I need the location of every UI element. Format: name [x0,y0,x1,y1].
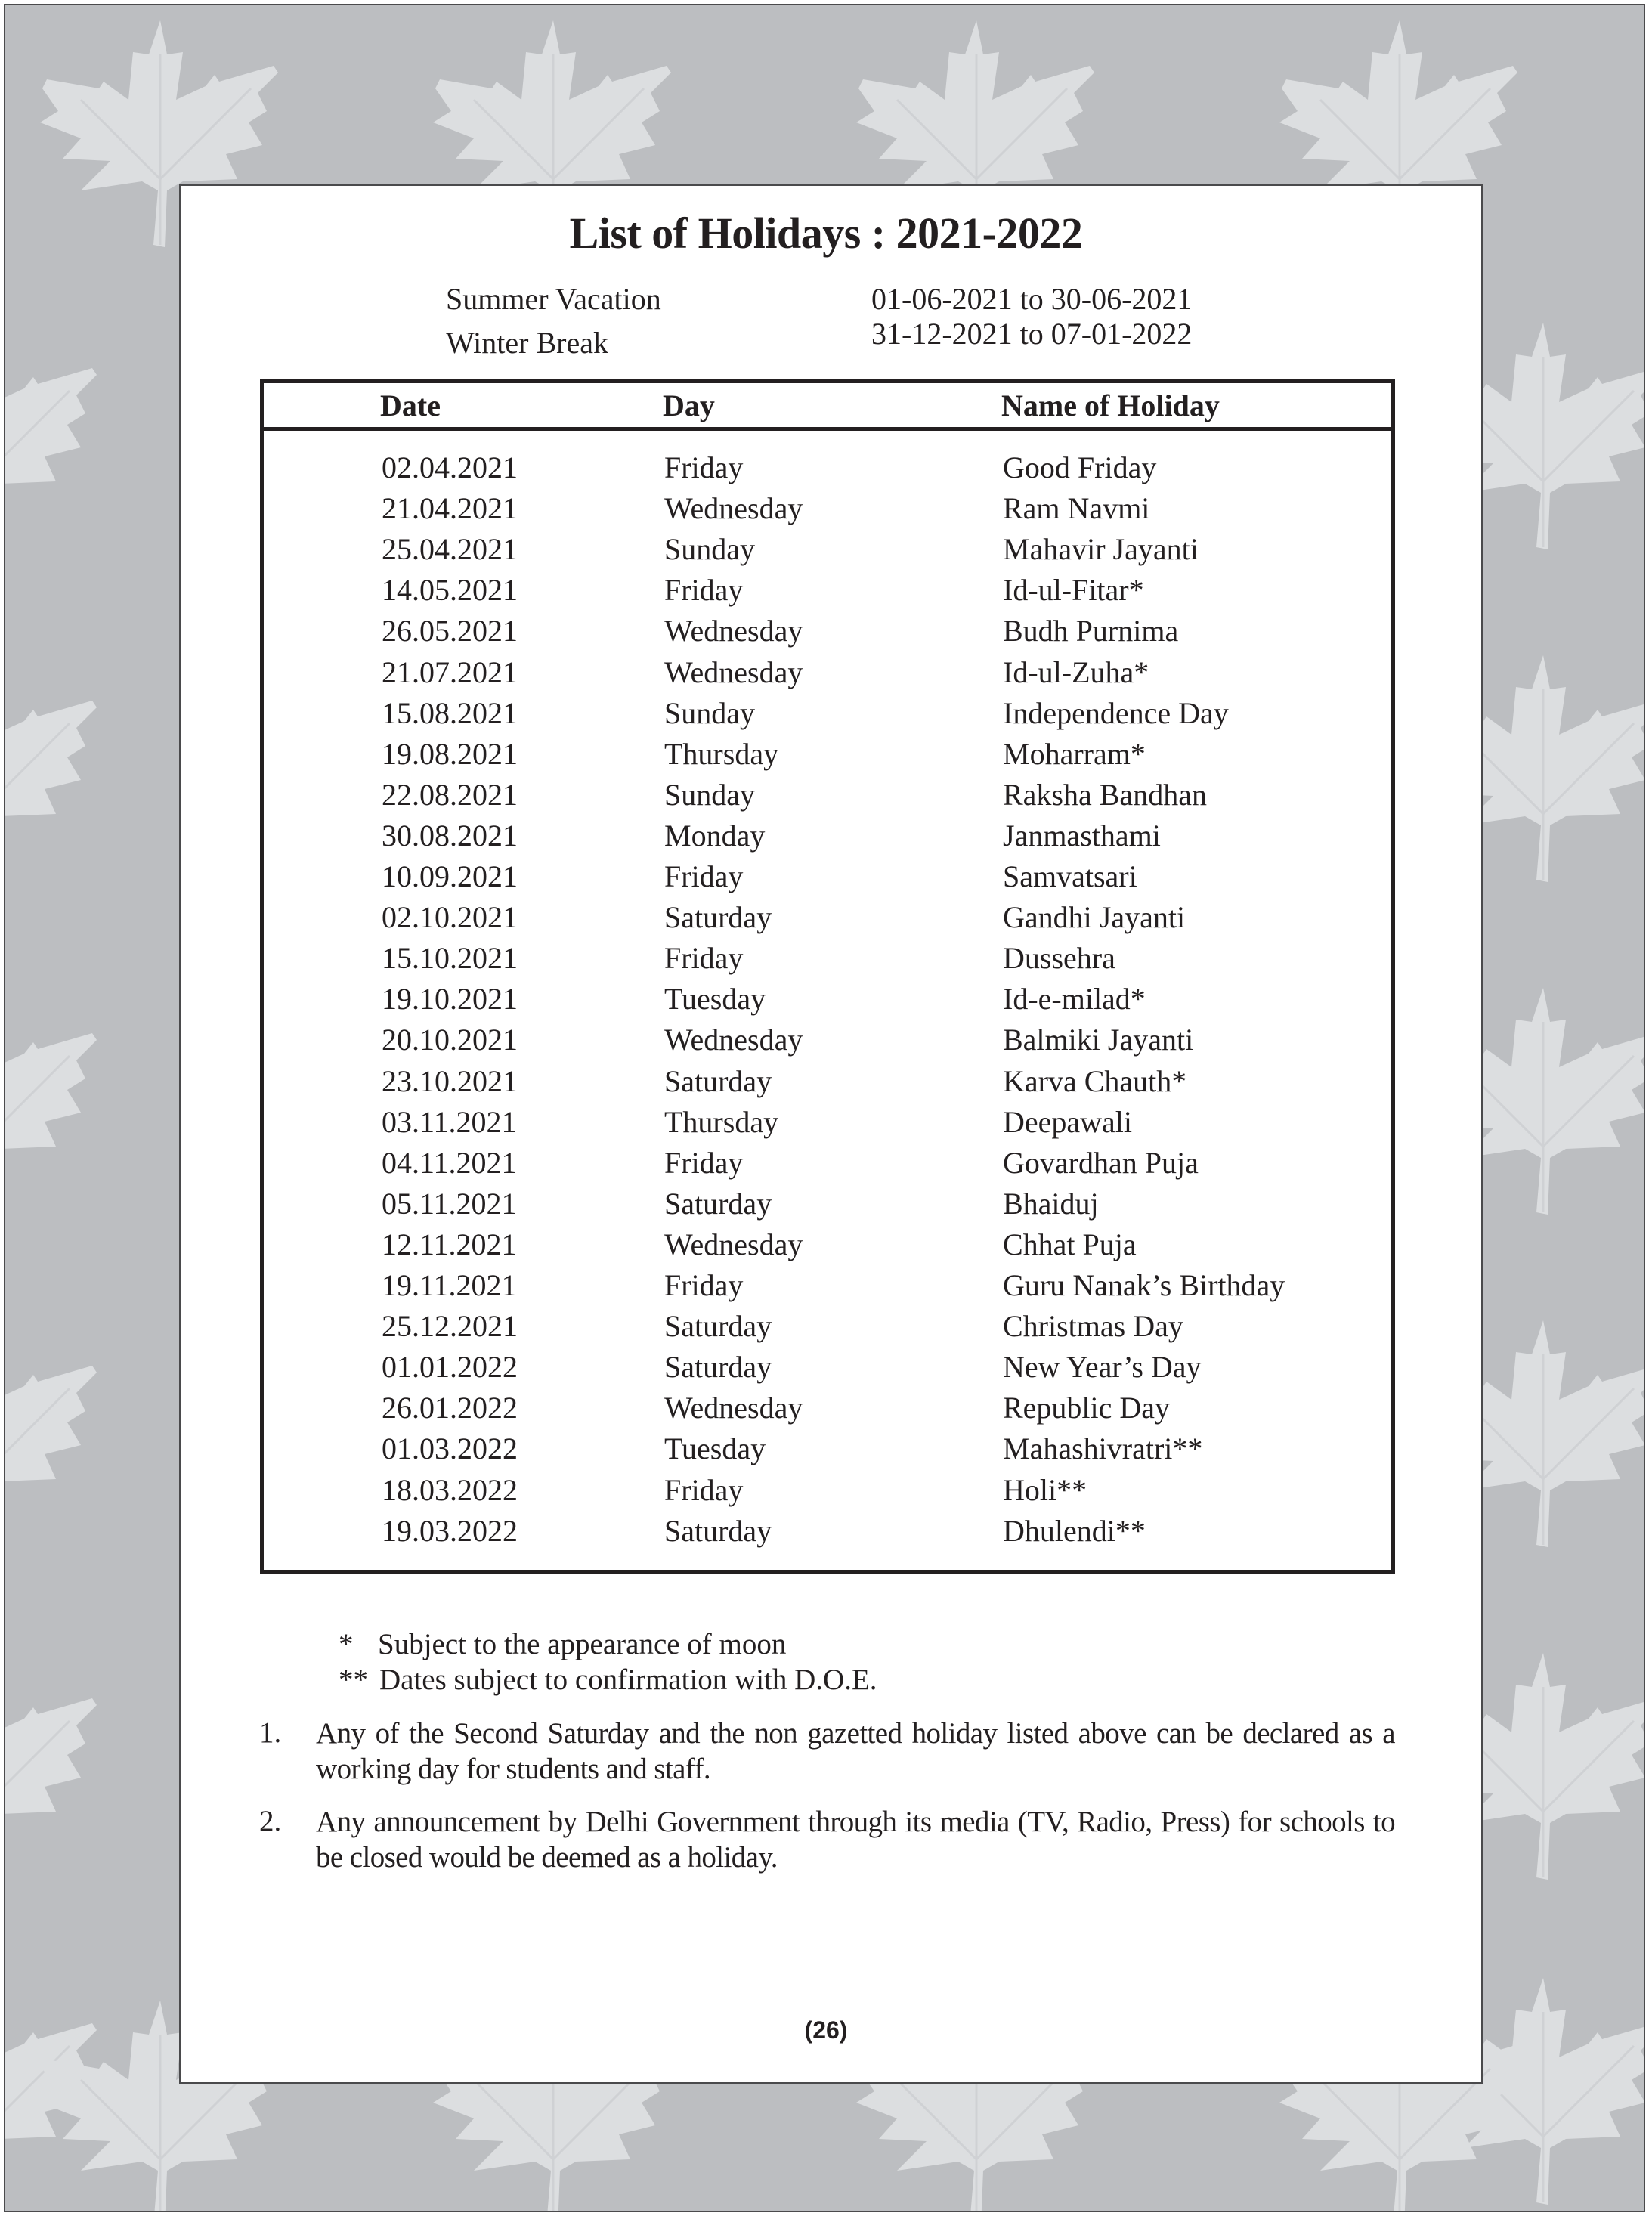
cell-name: Id-ul-Zuha* [1003,655,1149,689]
table-row [264,1347,1391,1388]
holiday-table [260,379,1395,1574]
cell-day: Sunday [664,695,755,730]
cell-date: 05.11.2021 [382,1186,517,1221]
cell-date: 03.11.2021 [382,1104,517,1139]
table-row [264,1428,1391,1469]
maple-leaf-icon [4,1320,104,1547]
table-row [264,1184,1391,1224]
cell-date: 26.01.2022 [382,1391,518,1425]
cell-date: 01.01.2022 [382,1350,518,1385]
cell-date: 02.04.2021 [382,450,518,484]
table-row [264,1470,1391,1511]
table-row [264,897,1391,938]
cell-date: 19.11.2021 [382,1268,517,1302]
cell-name: Samvatsari [1003,859,1137,893]
summer-vacation-range: 01-06-2021 to 30-06-2021 [871,282,1193,316]
cell-date: 21.04.2021 [382,491,518,526]
table-row [264,488,1391,529]
cell-day: Thursday [664,736,779,771]
table-row [264,1265,1391,1306]
maple-leaf-icon [4,655,104,882]
cell-day: Wednesday [664,614,803,648]
cell-name: Good Friday [1003,450,1157,484]
footnote-text-double: Dates subject to confirmation with D.O.E. [379,1663,877,1696]
table-row [264,734,1391,775]
cell-name: Janmasthami [1003,818,1161,853]
cell-date: 12.11.2021 [382,1227,517,1261]
cell-day: Saturday [664,1350,772,1385]
cell-name: Guru Nanak’s Birthday [1003,1268,1285,1302]
maple-leaf-icon [4,323,104,549]
note-2-number: 2. [259,1805,282,1837]
cell-day: Sunday [664,777,755,812]
cell-date: 14.05.2021 [382,573,518,608]
note-2-text: Any announcement by Delhi Government through its media (TV, Radio, Press) for schools to be closed would be deemed as a holiday. [316,1806,1395,1874]
cell-name: Independence Day [1003,695,1229,730]
cell-name: Govardhan Puja [1003,1145,1199,1180]
cell-name: Raksha Bandhan [1003,777,1207,812]
page-title: List of Holidays : 2021-2022 [569,209,1083,258]
cell-date: 10.09.2021 [382,859,518,893]
cell-name: Dhulendi** [1003,1513,1146,1548]
cell-name: Id-ul-Fitar* [1003,573,1144,608]
cell-day: Friday [664,573,744,608]
cell-name: New Year’s Day [1003,1350,1202,1385]
footnote-text-single: Subject to the appearance of moon [378,1628,787,1660]
cell-day: Friday [664,941,744,976]
cell-date: 20.10.2021 [382,1023,518,1057]
cell-date: 25.12.2021 [382,1309,518,1344]
table-row [264,775,1391,815]
cell-name: Mahavir Jayanti [1003,532,1199,567]
cell-day: Friday [664,1472,744,1507]
maple-leaf-icon [4,988,104,1215]
table-row [264,856,1391,897]
cell-name: Deepawali [1003,1104,1133,1139]
cell-date: 04.11.2021 [382,1145,517,1180]
cell-day: Wednesday [664,1227,803,1261]
cell-name: Id-e-milad* [1003,982,1146,1017]
cell-date: 01.03.2022 [382,1431,518,1466]
cell-day: Thursday [664,1104,779,1139]
table-row [264,815,1391,856]
cell-day: Friday [664,1268,744,1302]
cell-name: Moharram* [1003,736,1146,771]
cell-name: Chhat Puja [1003,1227,1137,1261]
table-row [264,1143,1391,1184]
cell-day: Wednesday [664,491,803,526]
cell-date: 30.08.2021 [382,818,518,853]
cell-name: Mahashivratri** [1003,1431,1203,1466]
cell-date: 25.04.2021 [382,532,518,567]
table-row [264,447,1391,488]
table-row [264,1306,1391,1347]
cell-day: Saturday [664,900,772,935]
cell-day: Wednesday [664,655,803,689]
table-row [264,979,1391,1020]
note-1-number: 1. [259,1716,282,1749]
table-row [264,611,1391,651]
cell-date: 23.10.2021 [382,1063,518,1098]
table-header [264,383,1391,431]
maple-leaf-icon [4,1653,104,1880]
cell-name: Ram Navmi [1003,491,1150,526]
cell-name: Holi** [1003,1472,1087,1507]
footnote-mark-single: * [339,1628,354,1660]
cell-day: Sunday [664,532,755,567]
cell-day: Tuesday [664,982,766,1017]
table-row [264,652,1391,693]
summer-vacation-label: Summer Vacation [446,282,661,316]
cell-name: Bhaiduj [1003,1186,1099,1221]
cell-day: Saturday [664,1309,772,1344]
table-row [264,1388,1391,1428]
table-row [264,1224,1391,1265]
winter-break-range: 31-12-2021 to 07-01-2022 [871,317,1193,351]
note-1-text: Any of the Second Saturday and the non gazetted holiday listed above can be declared as a working day for students and staff. [316,1717,1395,1785]
table-row [264,1061,1391,1102]
cell-date: 19.08.2021 [382,736,518,771]
cell-name: Dussehra [1003,941,1115,976]
cell-day: Monday [664,818,766,853]
table-row [264,693,1391,734]
cell-date: 02.10.2021 [382,900,518,935]
column-header-date: Date [380,388,441,422]
cell-date: 22.08.2021 [382,777,518,812]
cell-date: 15.08.2021 [382,695,518,730]
cell-name: Christmas Day [1003,1309,1183,1344]
cell-day: Friday [664,450,744,484]
footnote-mark-double: ** [339,1663,368,1696]
table-row [264,1511,1391,1552]
cell-date: 26.05.2021 [382,614,518,648]
cell-date: 15.10.2021 [382,941,518,976]
column-header-day: Day [663,388,715,422]
cell-name: Budh Purnima [1003,614,1179,648]
cell-day: Saturday [664,1513,772,1548]
column-header-name: Name of Holiday [1001,388,1220,422]
cell-name: Karva Chauth* [1003,1063,1187,1098]
cell-date: 21.07.2021 [382,655,518,689]
cell-name: Republic Day [1003,1391,1171,1425]
cell-date: 19.03.2022 [382,1513,518,1548]
cell-day: Wednesday [664,1391,803,1425]
cell-day: Wednesday [664,1023,803,1057]
cell-name: Balmiki Jayanti [1003,1023,1194,1057]
cell-date: 19.10.2021 [382,982,518,1017]
winter-break-label: Winter Break [446,326,608,360]
table-row [264,570,1391,611]
cell-day: Friday [664,859,744,893]
cell-day: Saturday [664,1063,772,1098]
cell-day: Saturday [664,1186,772,1221]
table-row [264,1102,1391,1143]
cell-name: Gandhi Jayanti [1003,900,1186,935]
cell-day: Friday [664,1145,744,1180]
cell-date: 18.03.2022 [382,1472,518,1507]
table-row [264,938,1391,979]
page-number: (26) [804,2016,848,2044]
table-row [264,1020,1391,1060]
cell-day: Tuesday [664,1431,766,1466]
table-row [264,529,1391,570]
